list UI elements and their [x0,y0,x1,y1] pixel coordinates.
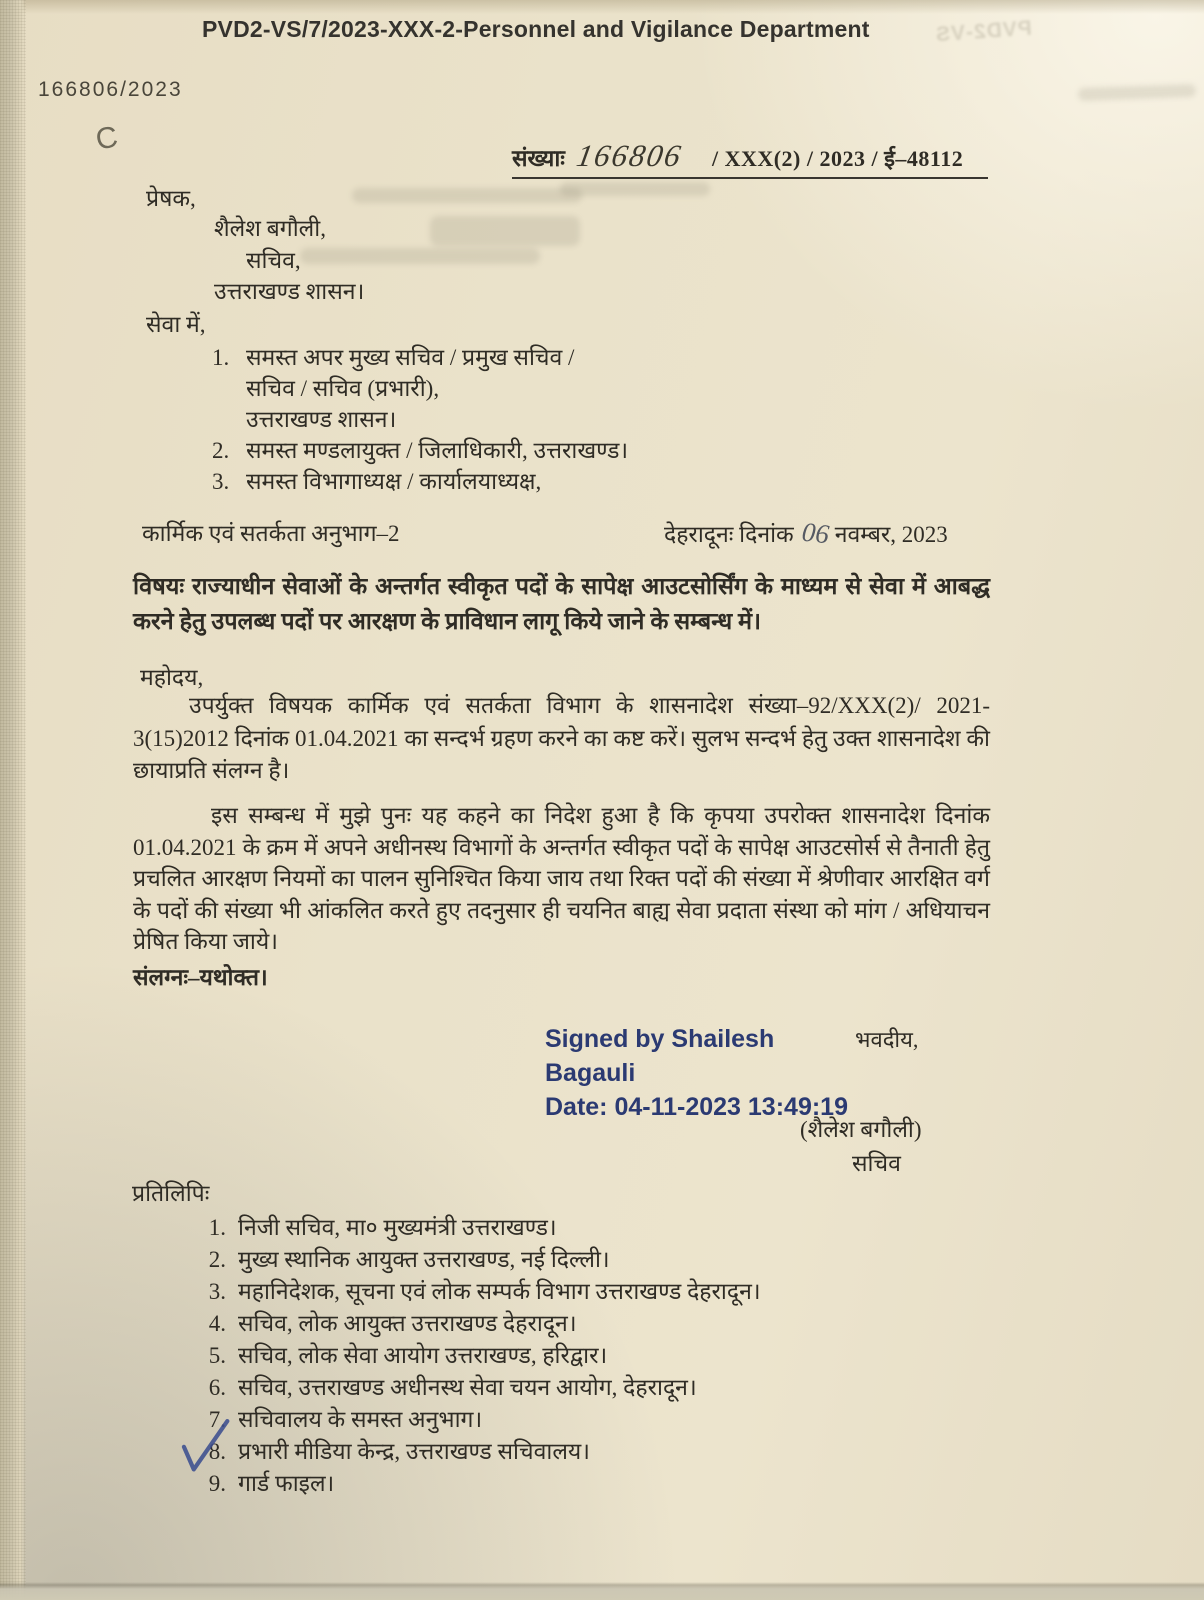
copy-to-item [198,1210,761,1242]
body-paragraph-2: इस सम्बन्ध में मुझे पुनः यह कहने का निदेश हुआ है कि कृपया उपरोक्त शासनादेश दिनांक 01.04.2021 के क्रम में अपने अधीनस्थ विभागों के अन्तर्गत स्वीकृत पदों के सापेक्ष आउटसोर्स से तैनाती हेतु प्रचलित आरक्षण नियमों का पालन सुनिश्चित किया जाय तथा रिक्त पदों की संख्या में श्रेणीवार आरक्षित वर्ग के पदों की संख्या भी आंकलित करते हुए तदनुसार ही चयनित बाह्य सेवा प्रदाता संस्था को मांग / अधियाचन प्रेषित किया जाये। [133,803,990,954]
bleedthrough-smudge [352,188,582,203]
recipient-number: 1. [212,345,230,370]
paper-left-edge [0,0,26,1600]
bleedthrough-smudge [300,248,540,264]
sender-label: प्रेषक, [146,186,196,211]
handwritten-day: 06 [800,516,831,550]
copy-item-text: प्रभारी मीडिया केन्द्र, उत्तराखण्ड सचिवालय। [238,1439,590,1464]
copy-item-number: 4. [208,1311,226,1336]
copy-to-item [198,1466,761,1498]
recipient-item [212,340,628,371]
copy-to-label: प्रतिलिपिः [132,1181,210,1206]
reference-number-line [512,138,988,179]
recipient-number: 3. [212,469,230,494]
recipient-item-continuation [212,402,628,433]
sender-name: शैलेश बगौली, [214,216,326,241]
paper-top-edge-shadow [0,0,1204,14]
sender-designation: सचिव, [246,248,301,273]
recipient-line: समस्त विभागाध्यक्ष / कार्यालयाध्यक्ष, [246,469,542,494]
paper-bottom-edge [0,1582,1204,1600]
enclosure-line: संलग्नः–यथोक्त। [133,965,268,990]
tick-mark-icon [180,1418,232,1474]
recipient-line: समस्त अपर मुख्य सचिव / प्रमुख सचिव / [246,345,575,370]
copy-to-item [198,1402,761,1434]
recipient-item [212,433,628,464]
bleedthrough-smudge [1078,84,1196,101]
recipient-number: 2. [212,438,230,463]
digital-signature-stamp [545,1022,885,1124]
closing-valediction: भवदीय, [855,1027,919,1052]
recipient-line: समस्त मण्डलायुक्त / जिलाधिकारी, उत्तराखण्ड। [246,438,629,463]
date-suffix: नवम्बर, 2023 [834,522,948,547]
copy-item-number: 2. [208,1247,226,1272]
copy-item-number: 3. [208,1279,226,1304]
copy-item-text: गार्ड फाइल। [238,1471,335,1496]
recipient-line: सचिव / सचिव (प्रभारी), [246,376,440,401]
bleedthrough-mirrored-text: PVD2-VS [934,16,1033,47]
copy-item-text: महानिदेशक, सूचना एवं लोक सम्पर्क विभाग उत्तराखण्ड देहरादून। [238,1279,761,1304]
ref-handwritten-number: 166806 [573,138,686,173]
file-reference-header: PVD2-VS/7/2023-XXX-2-Personnel and Vigilance Department [202,16,870,42]
digital-signature-line-2: Bagauli [545,1059,636,1087]
recipients-label: सेवा में, [146,312,206,337]
copy-to-item [198,1274,761,1306]
bleedthrough-smudge [560,182,710,196]
copy-to-item [198,1370,761,1402]
signatory-name: (शैलेश बगौली) [800,1117,922,1142]
digital-signature-line-1: Signed by Shailesh [545,1025,775,1053]
copy-item-text: सचिवालय के समस्त अनुभाग। [238,1407,483,1432]
place-date-prefix: देहरादूनः दिनांक [664,522,794,547]
pen-mark: C [93,120,121,157]
copy-item-number: 9. [208,1471,226,1496]
recipients-list [212,340,628,495]
copy-item-text: सचिव, लोक सेवा आयोग उत्तराखण्ड, हरिद्वार। [238,1343,608,1368]
sender-organization: उत्तराखण्ड शासन। [214,279,365,304]
bleedthrough-smudge [430,216,580,246]
ref-suffix: / XXX(2) / 2023 / ई–48112 [711,146,964,171]
copy-to-item [198,1242,761,1274]
copy-item-number: 8. [208,1439,226,1464]
recipient-item [212,464,628,495]
recipient-line: उत्तराखण्ड शासन। [246,407,397,432]
copy-item-number: 1. [208,1215,226,1240]
signatory-designation: सचिव [852,1151,901,1176]
copy-item-number: 5. [208,1343,226,1368]
copy-item-text: निजी सचिव, मा० मुख्यमंत्री उत्तराखण्ड। [238,1215,557,1240]
copy-to-item [198,1434,761,1466]
copy-item-number: 6. [208,1375,226,1400]
place-date-line [664,514,948,549]
copy-to-item [198,1338,761,1370]
subject-line: विषयः राज्याधीन सेवाओं के अन्तर्गत स्वीकृत पदों के सापेक्ष आउटसोर्सिंग के माध्यम से सेवा में आबद्ध करने हेतु उपलब्ध पदों पर आरक्षण के प्राविधान लागू किये जाने के सम्बन्ध में। [133,574,990,635]
section-name: कार्मिक एवं सतर्कता अनुभाग–2 [142,521,400,546]
digital-signature-date: Date: 04-11-2023 13:49:19 [545,1093,848,1121]
recipient-item-continuation [212,371,628,402]
copy-item-number: 7. [208,1407,226,1432]
body-paragraph-1: उपर्युक्त विषयक कार्मिक एवं सतर्कता विभाग के शासनादेश संख्या–92/XXX(2)/ 2021-3(15)2012 दिनांक 01.04.2021 का सन्दर्भ ग्रहण करने का कष्ट करें। सुलभ सन्दर्भ हेतु उक्त शासनादेश की छायाप्रति संलग्न है। [133,693,990,783]
ref-label: संख्याः [512,146,565,171]
copy-to-item [198,1306,761,1338]
salutation: महोदय, [140,665,204,690]
copy-item-text: सचिव, लोक आयुक्त उत्तराखण्ड देहरादून। [238,1311,577,1336]
copy-item-text: सचिव, उत्तराखण्ड अधीनस्थ सेवा चयन आयोग, देहरादून। [238,1375,697,1400]
copy-item-text: मुख्य स्थानिक आयुक्त उत्तराखण्ड, नई दिल्ली। [238,1247,610,1272]
copy-to-list [198,1210,761,1498]
receipt-number: 166806/2023 [38,78,183,101]
